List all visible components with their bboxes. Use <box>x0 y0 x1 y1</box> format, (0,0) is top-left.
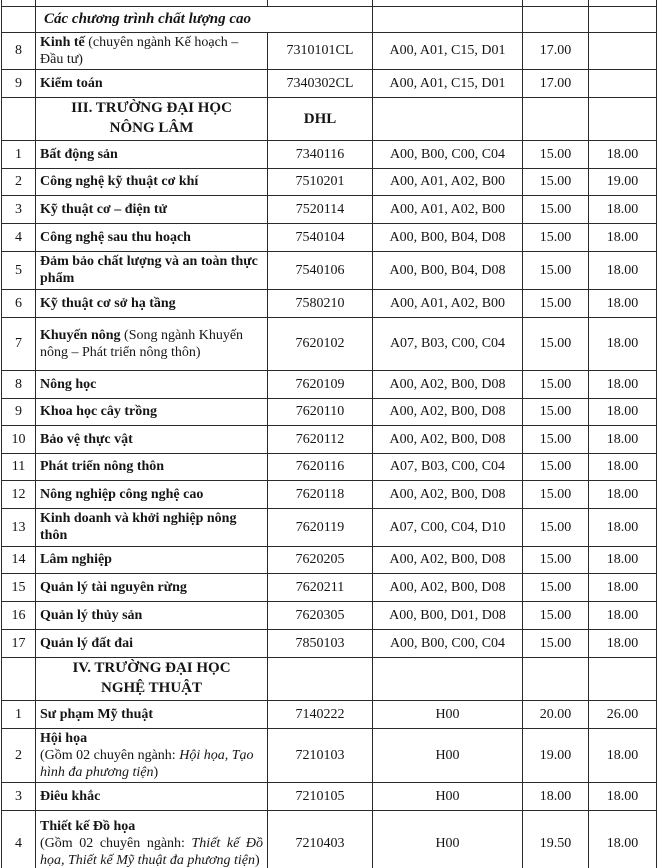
benchmark-score-2-cell: 18.00 <box>589 508 657 546</box>
program-name-text: (chuyên ngành Kế hoạch – Đầu tư) <box>40 34 239 67</box>
program-name-cell <box>36 223 268 251</box>
program-name-text: III. TRƯỜNG ĐẠI HỌC <box>71 100 232 117</box>
table-row <box>2 140 657 168</box>
subject-combination-cell: A00, A02, B00, D08 <box>373 480 523 508</box>
subject-combination-cell: A00, A01, C15, D01 <box>373 69 523 97</box>
stt-cell: 1 <box>2 700 36 728</box>
benchmark-score-2-cell <box>589 97 657 140</box>
benchmark-score-1-cell: 15.00 <box>523 289 589 317</box>
program-name-cell <box>36 629 268 657</box>
subject-combination-cell: A00, A01, A02, B00 <box>373 195 523 223</box>
program-name-cell <box>36 508 268 546</box>
benchmark-score-2-cell: 18.00 <box>589 728 657 782</box>
table-row <box>2 700 657 728</box>
program-code-cell: 7620112 <box>268 425 373 453</box>
subject-combination-cell: A07, C00, C04, D10 <box>373 508 523 546</box>
program-name-text: (Gồm 02 chuyên ngành: <box>40 747 180 763</box>
benchmark-score-1-cell: 15.00 <box>523 195 589 223</box>
program-code-cell <box>268 657 373 700</box>
table-row <box>2 317 657 370</box>
benchmark-score-2-cell: 19.00 <box>589 168 657 195</box>
benchmark-score-1-cell <box>523 657 589 700</box>
stt-cell: 4 <box>2 223 36 251</box>
stt-cell: 2 <box>2 168 36 195</box>
program-name-cell <box>36 657 268 700</box>
benchmark-score-1-cell: 15.00 <box>523 398 589 425</box>
benchmark-score-2-cell: 18.00 <box>589 289 657 317</box>
subject-combination-cell: A07, B03, C00, C04 <box>373 453 523 480</box>
table-row <box>2 223 657 251</box>
benchmark-score-1-cell <box>523 6 589 32</box>
benchmark-score-1-cell: 17.00 <box>523 69 589 97</box>
program-name-text: Quản lý đất đai <box>40 635 133 651</box>
benchmark-score-1-cell <box>523 97 589 140</box>
program-code-cell: 7310101CL <box>268 32 373 69</box>
program-name-cell <box>36 425 268 453</box>
table-row <box>2 32 657 69</box>
program-name-text: Thiết kế Đồ họa <box>40 818 136 834</box>
program-name-text: (Gồm 02 chuyên ngành: <box>40 835 192 851</box>
subtitle-row <box>2 6 657 32</box>
stt-cell: 3 <box>2 195 36 223</box>
program-name-cell <box>36 97 268 140</box>
program-name-cell <box>36 317 268 370</box>
subject-combination-cell: A00, B00, C00, C04 <box>373 140 523 168</box>
program-code-cell: 7210103 <box>268 728 373 782</box>
benchmark-score-1-cell: 19.50 <box>523 810 589 868</box>
benchmark-score-1-cell: 15.00 <box>523 370 589 398</box>
stt-cell: 6 <box>2 289 36 317</box>
program-name-text: IV. TRƯỜNG ĐẠI HỌC <box>72 660 231 677</box>
stt-cell: 13 <box>2 508 36 546</box>
admissions-table-body <box>2 0 657 868</box>
benchmark-score-2-cell: 18.00 <box>589 810 657 868</box>
table-row <box>2 480 657 508</box>
stt-cell: 3 <box>2 782 36 810</box>
admission-scores-table <box>1 0 657 868</box>
benchmark-score-1-cell: 20.00 <box>523 700 589 728</box>
benchmark-score-2-cell: 18.00 <box>589 223 657 251</box>
benchmark-score-2-cell: 18.00 <box>589 251 657 289</box>
subject-combination-cell: A00, A01, A02, B00 <box>373 168 523 195</box>
benchmark-score-1-cell: 15.00 <box>523 168 589 195</box>
subject-combination-cell <box>373 657 523 700</box>
program-code-cell: 7540104 <box>268 223 373 251</box>
program-name-cell <box>36 480 268 508</box>
program-name-text: Hội họa, Tạo hình đa phương tiện <box>40 747 254 780</box>
subject-combination-cell: A00, B00, C00, C04 <box>373 629 523 657</box>
subject-combination-cell: A00, A02, B00, D08 <box>373 546 523 573</box>
table-row <box>2 629 657 657</box>
stt-cell: 7 <box>2 317 36 370</box>
program-name-text: (Song ngành Khuyến nông – Phát triển nông thôn) <box>40 327 244 360</box>
benchmark-score-2-cell: 26.00 <box>589 700 657 728</box>
program-name-text: Kinh tế <box>40 34 89 50</box>
benchmark-score-2-cell: 18.00 <box>589 782 657 810</box>
benchmark-score-1-cell: 17.00 <box>523 32 589 69</box>
program-code-cell: 7340116 <box>268 140 373 168</box>
program-name-cell <box>36 700 268 728</box>
benchmark-score-1-cell: 19.00 <box>523 728 589 782</box>
program-name-text: Kinh doanh và khởi nghiệp nông thôn <box>40 511 237 544</box>
subject-combination-cell: A00, A02, B00, D08 <box>373 398 523 425</box>
section-header-row <box>2 657 657 700</box>
program-name-cell <box>36 195 268 223</box>
program-name-text: Kỹ thuật cơ – điện tử <box>40 201 167 217</box>
program-name-text: NGHỆ THUẬT <box>101 679 202 696</box>
program-code-cell: DHL <box>268 97 373 140</box>
benchmark-score-2-cell: 18.00 <box>589 453 657 480</box>
benchmark-score-2-cell <box>589 6 657 32</box>
program-name-text: ) <box>254 852 260 868</box>
program-name-text: Thiết kế Đồ họa, Thiết kế Mỹ thuật đa phương tiện <box>40 835 263 868</box>
program-code-cell: 7140222 <box>268 700 373 728</box>
program-name-cell <box>36 370 268 398</box>
benchmark-score-2-cell <box>589 657 657 700</box>
program-name-cell <box>36 6 373 32</box>
benchmark-score-1-cell: 15.00 <box>523 251 589 289</box>
table-row <box>2 425 657 453</box>
program-name-text: Bảo vệ thực vật <box>40 431 133 447</box>
program-code-cell: 7540106 <box>268 251 373 289</box>
program-name-text: Khoa học cây trồng <box>40 404 158 420</box>
program-name-cell <box>36 810 268 868</box>
program-code-cell: 7620110 <box>268 398 373 425</box>
program-name-text: Quản lý tài nguyên rừng <box>40 579 187 595</box>
table-row <box>2 168 657 195</box>
benchmark-score-2-cell: 18.00 <box>589 317 657 370</box>
table-row <box>2 289 657 317</box>
program-name-cell <box>36 546 268 573</box>
program-name-text: Nông học <box>40 376 97 392</box>
table-row <box>2 69 657 97</box>
program-name-text: Các chương trình chất lượng cao <box>44 10 252 27</box>
subject-combination-cell: A00, A02, B00, D08 <box>373 425 523 453</box>
program-name-cell <box>36 140 268 168</box>
subject-combination-cell: H00 <box>373 782 523 810</box>
section-header-row <box>2 97 657 140</box>
program-name-text: NÔNG LÂM <box>109 119 194 136</box>
subject-combination-cell: A00, B00, D01, D08 <box>373 601 523 629</box>
program-name-cell <box>36 289 268 317</box>
program-code-cell: 7620118 <box>268 480 373 508</box>
program-code-cell: 7520114 <box>268 195 373 223</box>
program-name-text: ) <box>153 764 159 780</box>
program-name-cell <box>36 398 268 425</box>
benchmark-score-2-cell <box>589 32 657 69</box>
stt-cell: 15 <box>2 573 36 601</box>
benchmark-score-2-cell: 18.00 <box>589 573 657 601</box>
benchmark-score-1-cell: 18.00 <box>523 782 589 810</box>
program-name-text: Đảm bảo chất lượng và an toàn thực phẩm <box>40 254 258 287</box>
benchmark-score-1-cell: 15.00 <box>523 140 589 168</box>
table-row <box>2 398 657 425</box>
program-name-text: Kiểm toán <box>40 75 103 91</box>
table-row <box>2 601 657 629</box>
table-row <box>2 453 657 480</box>
benchmark-score-1-cell: 15.00 <box>523 425 589 453</box>
benchmark-score-2-cell: 18.00 <box>589 546 657 573</box>
program-code-cell: 7620211 <box>268 573 373 601</box>
stt-cell: 16 <box>2 601 36 629</box>
program-name-text: Công nghệ kỹ thuật cơ khí <box>40 174 199 190</box>
program-name-text: Sư phạm Mỹ thuật <box>40 706 154 722</box>
table-row <box>2 251 657 289</box>
subject-combination-cell: A00, B00, B04, D08 <box>373 223 523 251</box>
program-code-cell: 7850103 <box>268 629 373 657</box>
program-name-text: Công nghệ sau thu hoạch <box>40 229 191 245</box>
benchmark-score-2-cell: 18.00 <box>589 398 657 425</box>
program-name-text: Điêu khắc <box>40 788 101 804</box>
program-name-cell <box>36 251 268 289</box>
table-row <box>2 508 657 546</box>
program-name-text: Nông nghiệp công nghệ cao <box>40 486 204 502</box>
subject-combination-cell: H00 <box>373 700 523 728</box>
program-name-cell <box>36 32 268 69</box>
program-code-cell: 7620205 <box>268 546 373 573</box>
benchmark-score-1-cell: 15.00 <box>523 480 589 508</box>
stt-cell: 1 <box>2 140 36 168</box>
program-name-cell <box>36 782 268 810</box>
program-code-cell: 7620305 <box>268 601 373 629</box>
subject-combination-cell: A00, A01, C15, D01 <box>373 32 523 69</box>
stt-cell: 12 <box>2 480 36 508</box>
program-code-cell: 7620102 <box>268 317 373 370</box>
benchmark-score-1-cell: 15.00 <box>523 546 589 573</box>
program-code-cell: 7340302CL <box>268 69 373 97</box>
stt-cell <box>2 97 36 140</box>
program-name-text: Hội họa <box>40 730 88 746</box>
program-name-cell <box>36 453 268 480</box>
program-name-text: Bất động sản <box>40 146 118 162</box>
stt-cell: 17 <box>2 629 36 657</box>
program-code-cell: 7580210 <box>268 289 373 317</box>
subject-combination-cell: A00, A02, B00, D08 <box>373 370 523 398</box>
stt-cell: 8 <box>2 370 36 398</box>
benchmark-score-1-cell: 15.00 <box>523 453 589 480</box>
table-row <box>2 728 657 782</box>
program-name-cell <box>36 728 268 782</box>
benchmark-score-1-cell: 15.00 <box>523 629 589 657</box>
program-code-cell: 7620119 <box>268 508 373 546</box>
subject-combination-cell: A00, A02, B00, D08 <box>373 573 523 601</box>
program-code-cell: 7620109 <box>268 370 373 398</box>
table-row <box>2 573 657 601</box>
stt-cell: 11 <box>2 453 36 480</box>
program-name-cell <box>36 69 268 97</box>
subject-combination-cell: A00, B00, B04, D08 <box>373 251 523 289</box>
program-code-cell: 7210403 <box>268 810 373 868</box>
table-row <box>2 782 657 810</box>
benchmark-score-1-cell: 15.00 <box>523 573 589 601</box>
subject-combination-cell <box>373 97 523 140</box>
program-name-text: Khuyến nông <box>40 327 125 343</box>
benchmark-score-1-cell: 15.00 <box>523 508 589 546</box>
stt-cell: 4 <box>2 810 36 868</box>
subject-combination-cell: A00, A01, A02, B00 <box>373 289 523 317</box>
benchmark-score-2-cell: 18.00 <box>589 601 657 629</box>
stt-cell: 2 <box>2 728 36 782</box>
program-name-text: Kỹ thuật cơ sở hạ tầng <box>40 295 176 311</box>
stt-cell <box>2 657 36 700</box>
table-row <box>2 546 657 573</box>
stt-cell: 5 <box>2 251 36 289</box>
stt-cell: 9 <box>2 398 36 425</box>
benchmark-score-1-cell: 15.00 <box>523 317 589 370</box>
benchmark-score-2-cell <box>589 69 657 97</box>
benchmark-score-2-cell: 18.00 <box>589 370 657 398</box>
benchmark-score-2-cell: 18.00 <box>589 195 657 223</box>
program-name-text: Quản lý thủy sản <box>40 607 143 623</box>
program-code-cell: 7620116 <box>268 453 373 480</box>
benchmark-score-2-cell: 18.00 <box>589 629 657 657</box>
program-name-text: Phát triển nông thôn <box>40 459 165 475</box>
stt-cell: 9 <box>2 69 36 97</box>
stt-cell: 8 <box>2 32 36 69</box>
benchmark-score-2-cell: 18.00 <box>589 425 657 453</box>
benchmark-score-1-cell: 15.00 <box>523 601 589 629</box>
benchmark-score-1-cell: 15.00 <box>523 223 589 251</box>
subject-combination-cell: H00 <box>373 810 523 868</box>
subject-combination-cell: H00 <box>373 728 523 782</box>
program-name-text: Lâm nghiệp <box>40 552 112 568</box>
stt-cell <box>2 6 36 32</box>
table-row <box>2 195 657 223</box>
stt-cell: 14 <box>2 546 36 573</box>
subject-combination-cell: A07, B03, C00, C04 <box>373 317 523 370</box>
program-code-cell: 7210105 <box>268 782 373 810</box>
program-name-cell <box>36 573 268 601</box>
table-row <box>2 810 657 868</box>
program-code-cell: 7510201 <box>268 168 373 195</box>
program-name-cell <box>36 601 268 629</box>
benchmark-score-2-cell: 18.00 <box>589 480 657 508</box>
table-row <box>2 370 657 398</box>
stt-cell: 10 <box>2 425 36 453</box>
benchmark-score-2-cell: 18.00 <box>589 140 657 168</box>
program-name-cell <box>36 168 268 195</box>
subject-combination-cell <box>373 6 523 32</box>
